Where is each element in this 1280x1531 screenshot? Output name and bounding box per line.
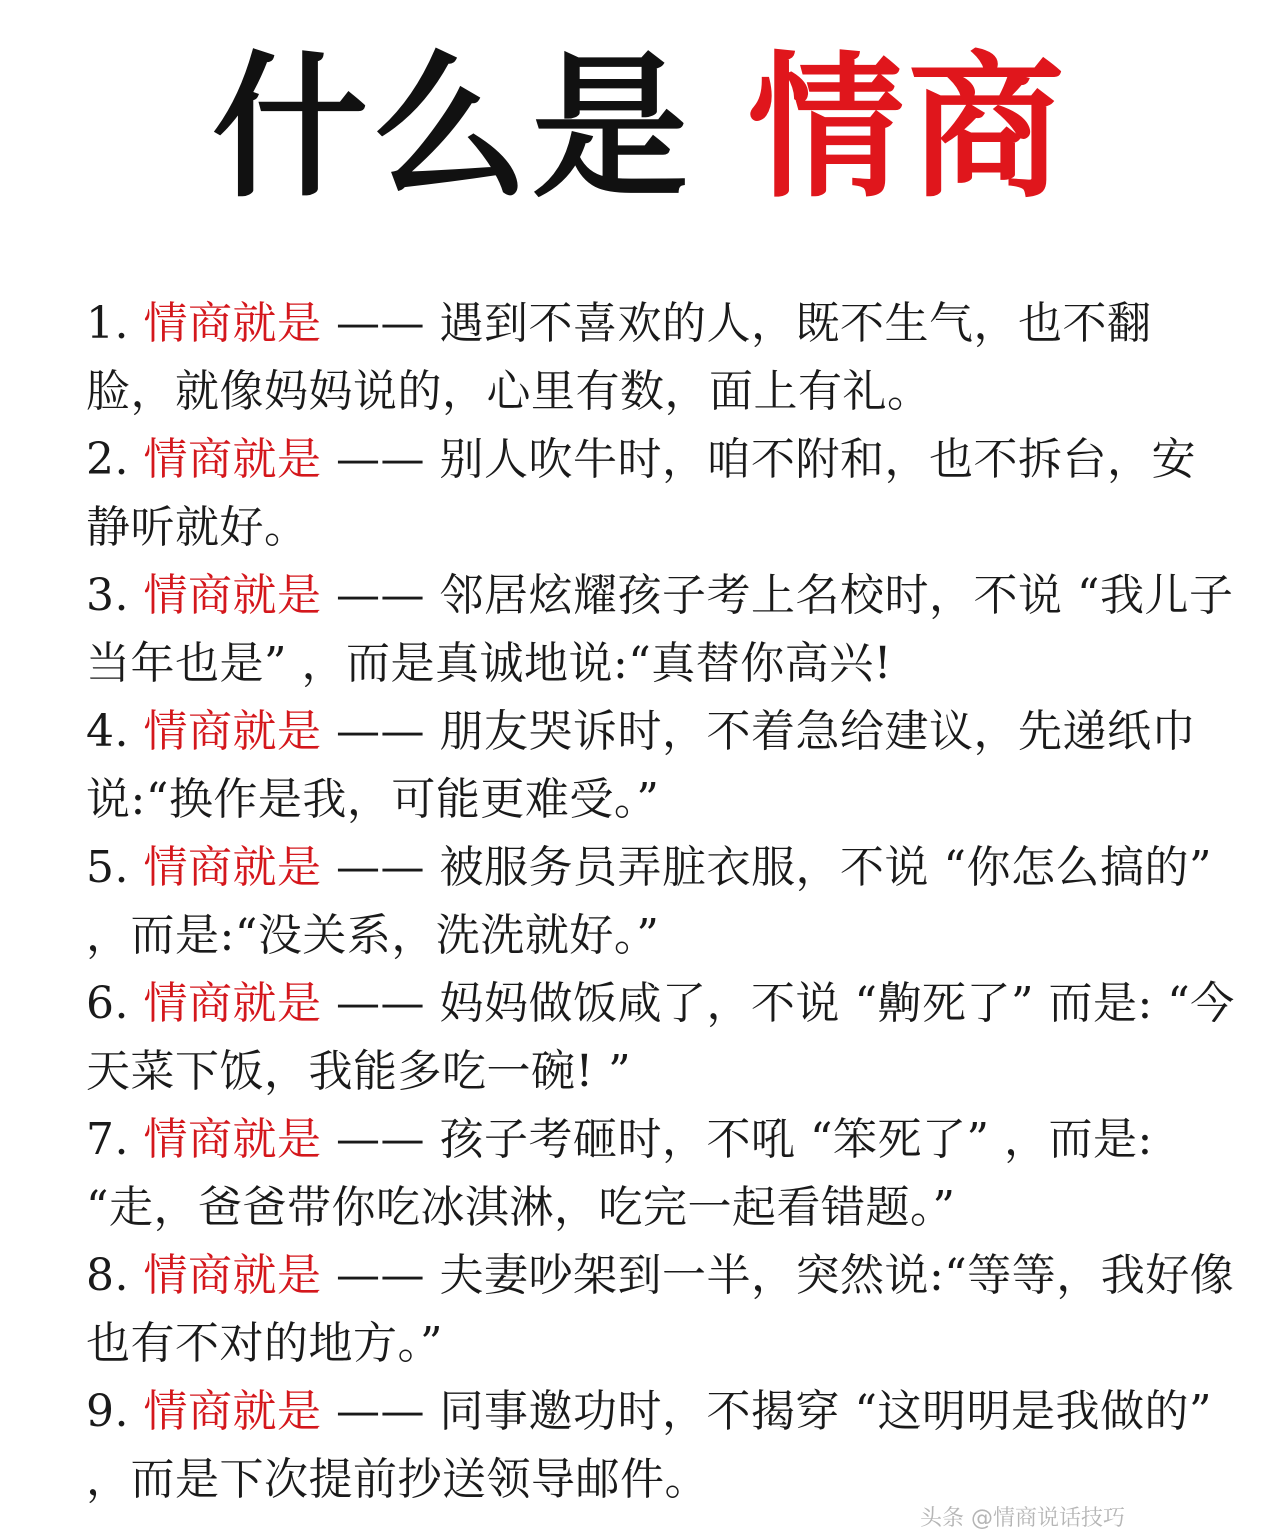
item-text: 邻居炫耀孩子考上名校时，不说 “我儿子当年也是” ，而是真诚地说:“真替你高兴! (86, 570, 1234, 689)
item-keyword: 情商就是 (143, 1386, 322, 1437)
item-number: 7. (86, 1114, 129, 1165)
item-text: 妈妈做饭咸了，不说 “齁死了” 而是: “今天菜下饭，我能多吃一碗! ” (86, 978, 1235, 1097)
list-item (86, 698, 1236, 834)
item-keyword: 情商就是 (143, 978, 322, 1029)
item-dash: —— (335, 978, 425, 1029)
item-text: 遇到不喜欢的人，既不生气，也不翻脸，就像妈妈说的，心里有数，面上有礼。 (86, 298, 1152, 417)
item-text: 孩子考砸时，不吼 “笨死了” ，而是: “走，爸爸带你吃冰淇淋，吃完一起看错题。” (86, 1114, 1153, 1233)
item-text: 朋友哭诉时，不着急给建议，先递纸巾说:“换作是我，可能更难受。” (86, 706, 1196, 825)
item-dash: —— (335, 842, 425, 893)
item-text: 被服务员弄脏衣服，不说 “你怎么搞的” ，而是:“没关系，洗洗就好。” (86, 842, 1212, 961)
list-item (86, 1106, 1236, 1242)
item-keyword: 情商就是 (143, 570, 322, 621)
item-dash: —— (335, 1250, 425, 1301)
item-dash: —— (335, 434, 425, 485)
item-dash: —— (335, 298, 425, 349)
list-item (86, 1242, 1236, 1378)
list-item (86, 562, 1236, 698)
page-title (0, 38, 1280, 218)
watermark: 头条 @情商说话技巧 (920, 1506, 1125, 1531)
item-text: 同事邀功时，不揭穿 “这明明是我做的” ，而是下次提前抄送领导邮件。 (86, 1386, 1212, 1505)
list-item (86, 970, 1236, 1106)
item-number: 2. (86, 434, 129, 485)
item-number: 1. (86, 298, 129, 349)
item-number: 6. (86, 978, 129, 1029)
item-keyword: 情商就是 (143, 434, 322, 485)
item-dash: —— (335, 1386, 425, 1437)
list-item (86, 290, 1236, 426)
eq-list (86, 290, 1236, 1514)
item-number: 4. (86, 706, 129, 757)
item-dash: —— (335, 706, 425, 757)
item-keyword: 情商就是 (143, 298, 322, 349)
item-text: 别人吹牛时，咱不附和，也不拆台，安静听就好。 (86, 434, 1196, 553)
list-item (86, 834, 1236, 970)
item-keyword: 情商就是 (143, 1250, 322, 1301)
list-item (86, 1378, 1236, 1514)
item-dash: —— (335, 570, 425, 621)
list-item (86, 426, 1236, 562)
title-prefix: 什么是 (212, 37, 692, 219)
item-keyword: 情商就是 (143, 842, 322, 893)
item-number: 8. (86, 1250, 129, 1301)
item-dash: —— (335, 1114, 425, 1165)
item-number: 3. (86, 570, 129, 621)
item-number: 5. (86, 842, 129, 893)
item-number: 9. (86, 1386, 129, 1437)
item-keyword: 情商就是 (143, 1114, 322, 1165)
title-highlight: 情商 (748, 37, 1068, 219)
item-text: 夫妻吵架到一半，突然说:“等等，我好像也有不对的地方。” (86, 1250, 1235, 1369)
item-keyword: 情商就是 (143, 706, 322, 757)
